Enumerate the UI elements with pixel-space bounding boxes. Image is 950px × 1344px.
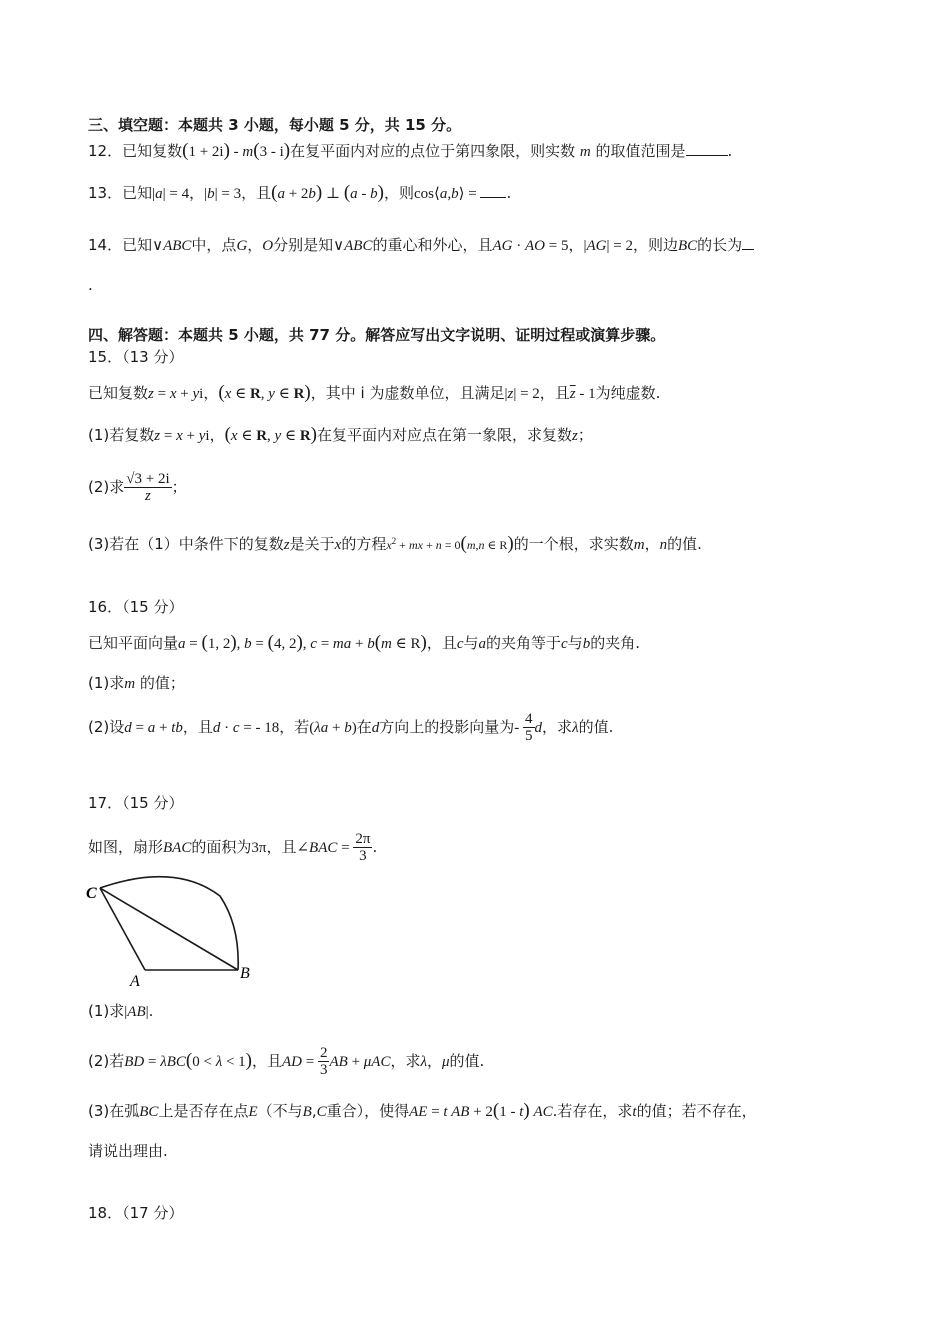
answer-blank-13[interactable] bbox=[480, 183, 506, 198]
question-17-part-3: (3)在弧BC上是否存在点E（不与B,C重合），使得AE = t AB + 2(1 - t) AC.若存在，求t的值；若不存在， bbox=[88, 1100, 757, 1121]
question-17-part-3-cont: 请说出理由. bbox=[88, 1142, 168, 1160]
answer-blank-14[interactable] bbox=[742, 235, 754, 250]
section3-header: 三、填空题：本题共 3 小题，每小题 5 分，共 15 分。 bbox=[88, 116, 462, 134]
question-13: 13．已知|a| = 4，|b| = 3，且(a + 2b) ⊥ (a - b)，则cos⟨a,b⟩ = . bbox=[88, 182, 512, 203]
label-c: C bbox=[86, 885, 97, 902]
label-b: B bbox=[240, 965, 250, 982]
question-12: 12．已知复数(1 + 2i) - m(3 - i)在复平面内对应的点位于第四象限，则实数 m 的取值范围是 . bbox=[88, 140, 733, 161]
question-15-part-3: (3)若在（1）中条件下的复数z是关于x的方程$x^2$ + mx + n = 0(m,n ∈ R)的一个根，求实数m，n的值. bbox=[88, 533, 702, 554]
segment-ca bbox=[100, 888, 145, 970]
section4-header: 四、解答题：本题共 5 小题，共 77 分。解答应写出文字说明、证明过程或演算步骤。 bbox=[88, 326, 666, 344]
question-17-part-1: (1)求|AB|. bbox=[88, 1002, 154, 1020]
question-17-part-2: (2)若BD = λBC(0 < λ < 1)，且AD = $\frac{2}{3}$ AB + μAC，求λ，μ的值. bbox=[88, 1045, 485, 1078]
question-16-part-1: (1)求m 的值； bbox=[88, 674, 185, 692]
question-16-title: 16．（15 分） bbox=[88, 598, 184, 616]
sector-arc bbox=[100, 877, 238, 970]
label-a: A bbox=[130, 973, 140, 990]
sector-figure bbox=[80, 874, 270, 990]
question-15-part-1: (1)若复数z = x + yi，(x ∈ R, y ∈ R)在复平面内对应点在第一象限，求复数z； bbox=[88, 424, 593, 445]
chord-cb bbox=[100, 888, 238, 970]
question-15-part-2: (2)求 $\frac{√3 + 2i}{z}$ ； bbox=[88, 471, 187, 504]
question-18-title: 18．（17 分） bbox=[88, 1204, 184, 1222]
question-16-stem: 已知平面向量a = (1, 2), b = (4, 2), c = ma + b(m ∈ R)，且c与a的夹角等于c与b的夹角. bbox=[88, 632, 641, 653]
question-14-end: . bbox=[88, 276, 93, 294]
question-17-title: 17．（15 分） bbox=[88, 794, 184, 812]
answer-blank-12[interactable] bbox=[686, 141, 728, 156]
question-15-title: 15．（13 分） bbox=[88, 348, 184, 366]
question-15-stem: 已知复数z = x + yi，(x ∈ R, y ∈ R)，其中 i 为虚数单位，且满足|z| = 2，且$\overline{z} - 1$为纯虚数. bbox=[88, 382, 661, 403]
question-16-part-2: (2)设d = a + tb，且d · c = - 18，若(λa + b)在d方向上的投影向量为- $\frac{4}{5}$ d，求λ的值. bbox=[88, 711, 614, 744]
question-17-stem: 如图，扇形BAC的面积为3π，且∠BAC = $\frac{2\pi}{3}$ . bbox=[88, 831, 378, 864]
question-14: 14．已知∨ABC中，点G，O分别是知∨ABC的重心和外心，且AG · AO = 5，|AG| = 2，则边BC的长为 bbox=[88, 234, 754, 257]
